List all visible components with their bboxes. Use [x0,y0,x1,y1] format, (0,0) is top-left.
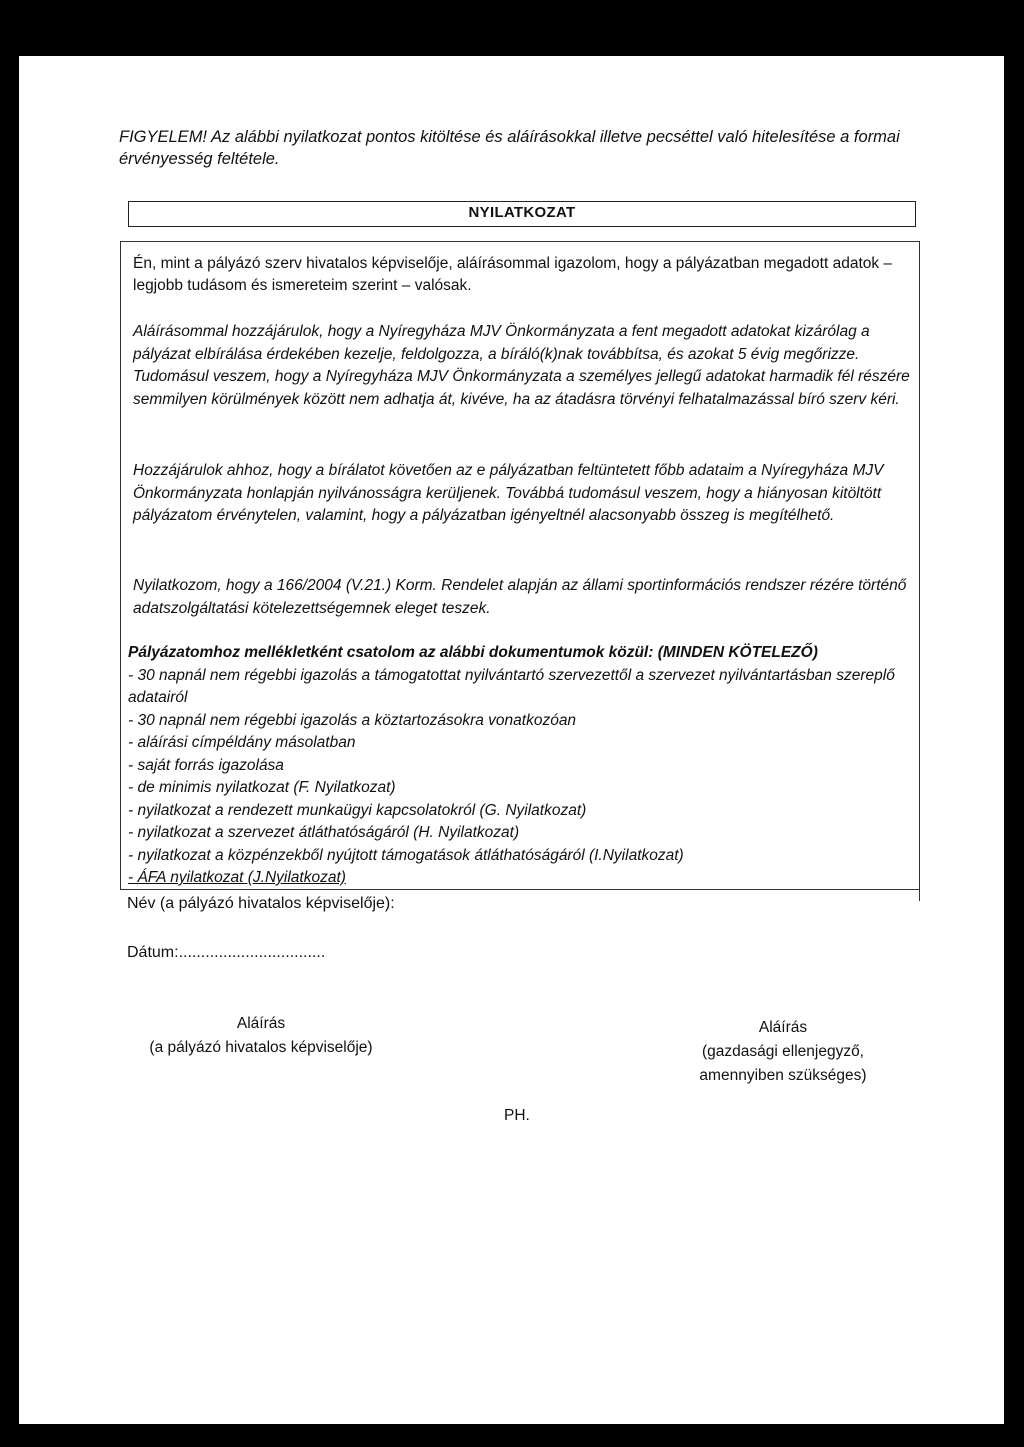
sport-info-paragraph: Nyilatkozom, hogy a 166/2004 (V.21.) Korm. Rendelet alapján az állami sportinformációs rendszer rézére történő adatszolgáltatási kötelezettségemnek eleget teszek. [133,577,907,617]
signature-applicant [130,1012,392,1060]
attachment-item: - nyilatkozat a rendezett munkaügyi kapcsolatokról (G. Nyilatkozat) [128,801,587,819]
attachment-item: - de minimis nyilatkozat (F. Nyilatkozat) [128,779,396,796]
attachments-section [128,642,918,890]
signature-label: Aláírás [758,1019,808,1036]
attachment-item: - saját forrás igazolása [128,756,284,774]
attachments-heading: Pályázatomhoz mellékletként csatolom az alábbi dokumentumok közül: (MINDEN KÖTELEZŐ) [128,644,818,661]
stamp-placeholder: PH. [504,1107,530,1124]
signature-financial [688,1016,878,1088]
attachment-item: - 30 napnál nem régebbi igazolás a támogatottat nyilvántartó szervezettől a szervezet nyilvántartásban szereplő adatairól [128,666,895,706]
date-field-label: Dátum:................................. [127,944,326,961]
name-field-label: Név (a pályázó hivatalos képviselője): [127,895,395,912]
frame-border-top [120,241,920,242]
signature-note: amennyiben szükséges) [699,1067,867,1084]
attachment-item: - aláírási címpéldány másolatban [128,734,356,751]
publication-paragraph: Hozzájárulok ahhoz, hogy a bírálatot követően az e pályázatban feltüntetett főbb adataim a Nyíregyháza MJV Önkormányzata honlapján nyilvánosságra kerüljenek. Továbbá tudomásul veszem, hogy a hiányosan kitöltött pályázatom érvénytelen, valamint, hogy a pályázatban igényeltnél alacsonyabb összeg is megítélhető. [133,462,884,524]
signature-role: (a pályázó hivatalos képviselője) [149,1039,373,1056]
warning-notice: FIGYELEM! Az alábbi nyilatkozat pontos kitöltése és aláírásokkal illetve pecséttel való hitelesítése a formai érvényesség feltétele. [119,128,900,168]
attachment-item: - nyilatkozat a szervezet átláthatóságáról (H. Nyilatkozat) [128,824,520,841]
intro-statement: Én, mint a pályázó szerv hivatalos képviselője, aláírásommal igazolom, hogy a pályázatban megadott adatok – legjobb tudásom és ismereteim szerint – valósak. [133,255,893,294]
frame-border-left [120,241,121,889]
attachment-item: - nyilatkozat a közpénzekből nyújtott támogatások átláthatóságáról (I.Nyilatkozat) [128,846,684,864]
signature-label: Aláírás [236,1015,286,1032]
consent-paragraph: Aláírásommal hozzájárulok, hogy a Nyíregyháza MJV Önkormányzata a fent megadott adatokat kizárólag a pályázat elbírálása érdekében kezelje, feldolgozza, a bíráló(k)nak továbbítsa, és azokat 5 évig megőrizze. Tudomásul veszem, hogy a Nyíregyháza MJV Önkormányzata a személyes jellegű adatokat harmadik fél részére semmilyen körülmények között nem adhatja át, kivéve, ha az átadásra törvényi felhatalmazással bíró szerv kéri. [133,323,910,408]
document-title: NYILATKOZAT [468,204,576,221]
frame-border-right [919,241,920,901]
signature-role: (gazdasági ellenjegyző, [702,1043,864,1060]
attachment-item-last: - ÁFA nyilatkozat (J.Nyilatkozat) [128,869,346,886]
attachment-item: - 30 napnál nem régebbi igazolás a köztartozásokra vonatkozóan [128,711,577,729]
